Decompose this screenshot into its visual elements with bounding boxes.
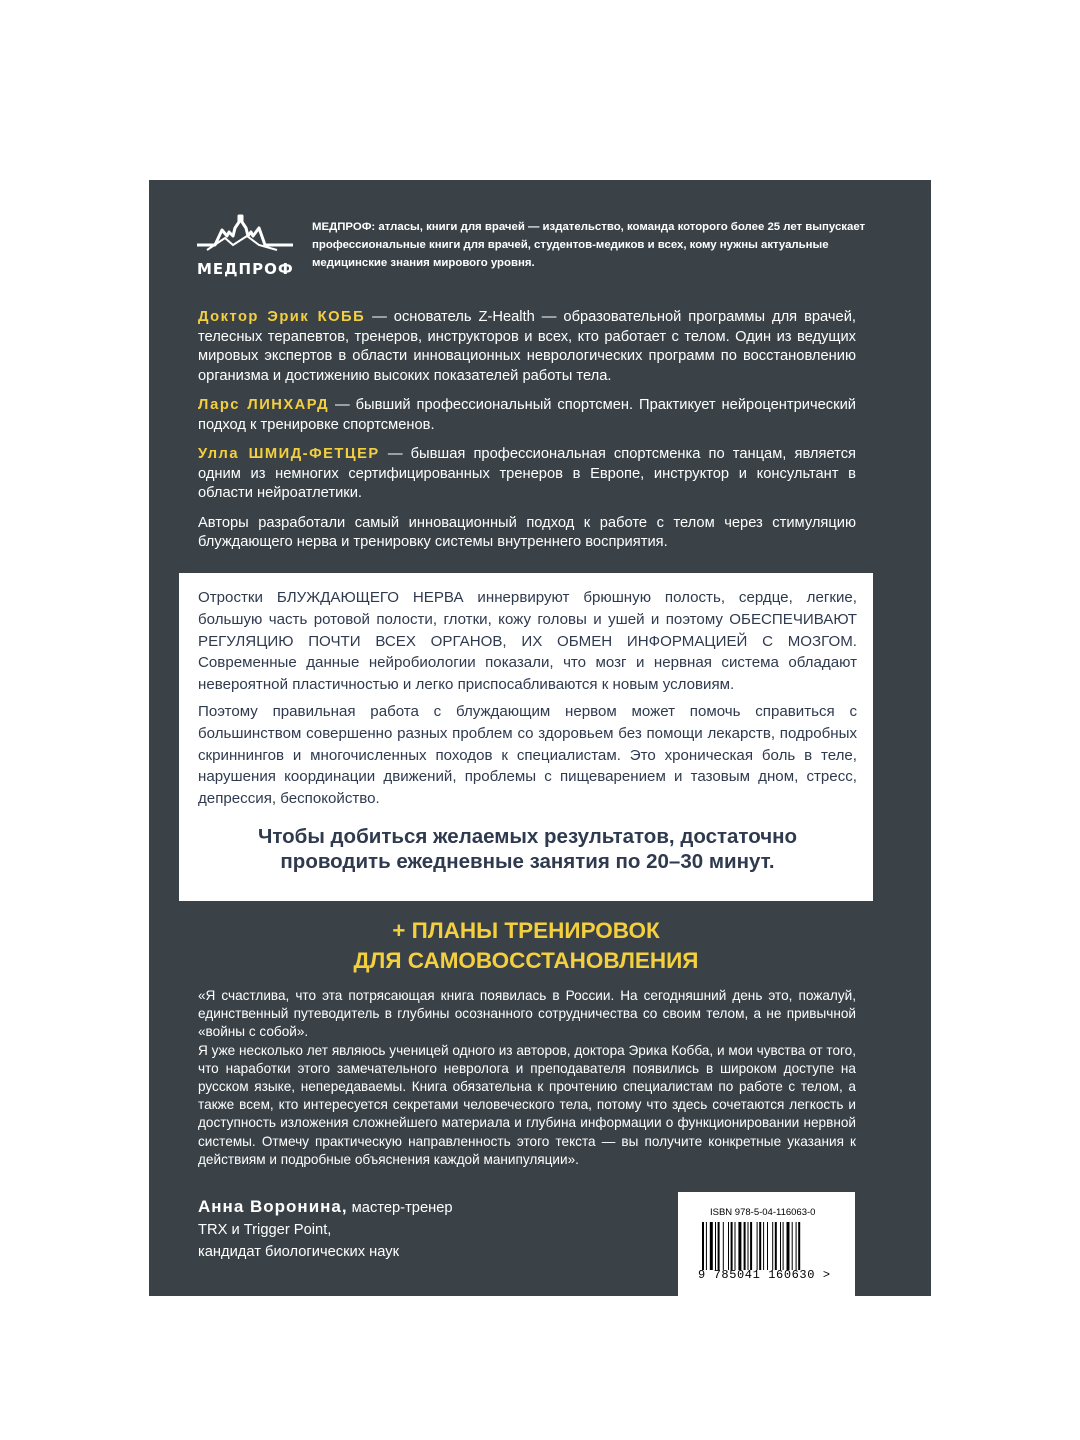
box-call-to-action bbox=[198, 824, 857, 874]
quote-paragraph: «Я счастлива, что эта потрясающая книга появилась в России. На сегодняшний день это, пожалуй, единственный путеводитель в глубины осознанного сотрудничества со своим телом, а не привычной «войны с собой». bbox=[198, 988, 856, 1040]
plans-line: + ПЛАНЫ ТРЕНИРОВОК bbox=[392, 918, 660, 943]
isbn-digits: 9 785041 160630 > bbox=[698, 1268, 831, 1282]
publisher-description: МЕДПРОФ: атласы, книги для врачей — издательство, команда которого более 25 лет выпускает профессиональные книги для врачей, студентов-медиков и всех, кому нужны актуальные медицинские знания мирового уровня. bbox=[312, 221, 866, 269]
authors-summary: Авторы разработали самый инновационный подход к работе с телом через стимуляцию блуждающего нерва и тренировку системы внутреннего восприятия. bbox=[198, 514, 856, 550]
authors-section bbox=[198, 308, 856, 563]
author-text: — бывшая профессиональная спортсменка по танцам, является одним из немногих сертифицированных тренеров в Европе, инструктор и консультант в области нейроатлетики. bbox=[198, 446, 856, 501]
quote-paragraph: Я уже несколько лет являюсь ученицей одного из авторов, доктора Эрика Кобба, и мои чувства от того, что наработки этого замечательного невролога и преподавателя появились в широком доступе на русском языке, непередаваемы. Книга обязательна к прочтению специалистам по работе с телом, а также всем, кто интересуется секретами человеческого тела, потому что здесь сочетаются легкость и доступность изложения сложнейшего материала и глубина информации о функционировании нервной системы. Отмечу практическую направленность этого текста — вы получите конкретные указания к действиям и подробные объяснения каждой манипуляции». bbox=[198, 1042, 856, 1167]
publisher-logo-text: МЕДПРОФ bbox=[197, 260, 294, 278]
cta-line: проводить ежедневные занятия по 20–30 минут. bbox=[280, 849, 775, 873]
author-name: Улла ШМИД-ФЕТЦЕР bbox=[198, 446, 380, 462]
author-name: Ларс ЛИНХАРД bbox=[198, 397, 330, 413]
author-bio bbox=[198, 445, 856, 504]
publisher-logo bbox=[197, 212, 293, 278]
plans-line: ДЛЯ САМОВОССТАНОВЛЕНИЯ bbox=[353, 948, 699, 973]
book-back-cover bbox=[149, 180, 931, 1296]
testimonial-quote bbox=[198, 987, 856, 1169]
box-paragraph: Поэтому правильная работа с блуждающим нервом может помочь справиться с большинством совершенно разных проблем со здоровьем без помощи лекарств, подробных скриннингов и многочисленных походов к специалистам. Это хроническая боль в теле, нарушения координации движений, проблемы с пищеварением и тазовым дном, стресс, депрессия, беспокойство. bbox=[198, 702, 857, 808]
author-text: — бывший профессиональный спортсмен. Практикует нейроцентрический подход к тренировке спортсменов. bbox=[198, 397, 856, 433]
author-text: — основатель Z-Health — образовательной программы для врачей, телесных терапевтов, тренеров, инструкторов и всех, кто работает с телом. Один из ведущих мировых экспертов в области инновационных неврологических программ по восстановлению организма и достижению высоких показателей работы тела. bbox=[198, 309, 856, 384]
city-skyline-icon bbox=[197, 212, 293, 252]
highlight-box-text bbox=[198, 587, 857, 810]
signature-role: кандидат биологических наук bbox=[198, 1244, 400, 1260]
cta-line: Чтобы добиться желаемых результатов, достаточно bbox=[257, 824, 798, 848]
signature-name: Анна Воронина, bbox=[198, 1197, 348, 1216]
box-paragraph: Отростки БЛУЖДАЮЩЕГО НЕРВА иннервируют брюшную полость, сердце, легкие, большую часть ротовой полости, глотки, кожу головы и ушей и поэтому ОБЕСПЕЧИВАЮТ РЕГУЛЯЦИЮ ПОЧТИ ВСЕХ ОРГАНОВ, ИХ ОБМЕН ИНФОРМАЦИЕЙ С МОЗГОМ. Современные данные нейробиологии показали, что мозг и нервная система обладают невероятной пластичностью и легко приспосабливаются к новым условиям. bbox=[198, 589, 857, 694]
training-plans-heading bbox=[149, 916, 903, 976]
signature-line bbox=[198, 1196, 618, 1219]
signature-role: мастер-тренер bbox=[347, 1200, 453, 1216]
author-bio bbox=[198, 396, 856, 435]
highlight-box bbox=[179, 573, 873, 901]
barcode-icon bbox=[702, 1222, 830, 1270]
author-bio bbox=[198, 308, 856, 386]
testimonial-signature bbox=[198, 1196, 618, 1263]
author-name: Доктор Эрик КОББ bbox=[198, 309, 366, 325]
isbn-barcode-block bbox=[678, 1192, 855, 1296]
isbn-label: ISBN 978-5-04-116063-0 bbox=[710, 1207, 816, 1218]
signature-role: TRX и Trigger Point, bbox=[198, 1222, 332, 1238]
